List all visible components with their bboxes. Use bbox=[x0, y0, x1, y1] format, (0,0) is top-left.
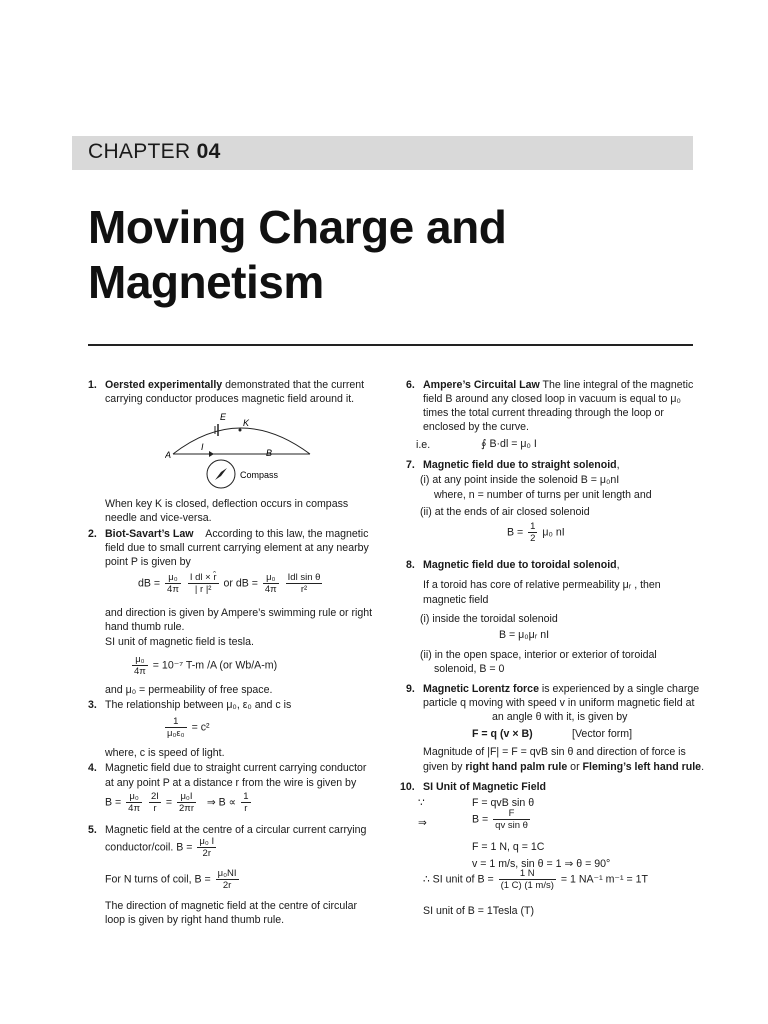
label-e: E bbox=[220, 412, 227, 422]
item-1-line-2: carrying conductor produces magnetic field around it. bbox=[105, 393, 355, 405]
item-3-number: 3. bbox=[88, 699, 97, 711]
item-2-si-unit: SI unit of magnetic field is tesla. bbox=[105, 636, 254, 648]
solenoid-end-equation: B = $\frac{1}{2}$ μ₀ nI bbox=[507, 521, 565, 544]
circular-coil-equation: conductor/coil. B = $\frac{\text{μ₀ I}}{2r}$ bbox=[105, 836, 215, 859]
eq-frac-4: $\frac{\text{Idl sin θ}}{\text{r²}}$ bbox=[287, 572, 321, 595]
eq-or: or dB = bbox=[223, 577, 258, 590]
c-frac: $\frac{1}{\text{μ₀ε₀}}$ bbox=[167, 716, 185, 739]
item-9-line-3: an angle θ with it, is given by bbox=[492, 711, 628, 723]
item-1-heading: Oersted experimentally bbox=[105, 379, 223, 391]
item-8-case-2-equation: solenoid, B = 0 bbox=[434, 663, 505, 675]
item-6-line-3: times the total current threading through the loop or bbox=[423, 407, 664, 419]
chapter-banner bbox=[72, 136, 693, 170]
item-10-number: 10. bbox=[400, 781, 415, 793]
item-2-direction-2: hand thumb rule. bbox=[105, 621, 185, 633]
eq-frac-3: $\frac{\text{μ₀}}{4\pi}$ bbox=[264, 572, 277, 595]
item-8-case-1-equation: B = μ₀μᵣ nI bbox=[499, 629, 550, 641]
si-eq-6: SI unit of B = 1Tesla (T) bbox=[423, 905, 534, 917]
ampere-law-equation: ∮ B·dl = μ₀ I bbox=[481, 438, 537, 450]
label-b: B bbox=[266, 448, 273, 458]
biot-savart-equation bbox=[138, 572, 324, 595]
item-3-where: where, c is speed of light. bbox=[105, 747, 225, 759]
title-line-2: Magnetism bbox=[88, 256, 324, 308]
item-6-ie: i.e. bbox=[416, 439, 431, 451]
vector-form-label: [Vector form] bbox=[572, 728, 633, 740]
item-8-heading: Magnetic field due to toroidal solenoid bbox=[423, 559, 617, 571]
item-1-number: 1. bbox=[88, 379, 97, 391]
si-eq-1: F = qvB sin θ bbox=[472, 797, 535, 809]
item-8-case-2: (ii) in the open space, interior or exterior of toroidal bbox=[420, 649, 657, 661]
mu-frac: $\frac{\text{μ₀}}{4\pi}$ bbox=[134, 654, 146, 677]
title-line-1: Moving Charge and bbox=[88, 201, 507, 253]
item-9-heading: Magnetic Lorentz force bbox=[423, 683, 539, 695]
item-6-line-4: enclosed by the curve. bbox=[423, 421, 529, 433]
label-compass: Compass bbox=[240, 470, 279, 480]
item-9-rules: given by right hand palm rule or Fleming’s left hand rule. bbox=[423, 761, 705, 773]
item-6-text: The line integral of the magnetic bbox=[539, 379, 694, 391]
item-8-line-1: If a toroid has core of relative permeability μᵣ , then bbox=[423, 579, 661, 591]
item-8-line-2: magnetic field bbox=[423, 594, 489, 606]
chapter-label bbox=[88, 140, 221, 164]
item-2-permeability: and μ₀ = permeability of free space. bbox=[105, 684, 273, 696]
implies-symbol: ⇒ bbox=[418, 817, 427, 829]
item-6-line-1 bbox=[423, 378, 693, 392]
label-k: K bbox=[243, 418, 250, 428]
item-4-number: 4. bbox=[88, 762, 97, 774]
current-arrowhead bbox=[209, 451, 214, 457]
si-eq-2: B = $\frac{F}{\text{qv sin θ}}$ bbox=[472, 808, 528, 831]
eq-lhs: dB = bbox=[138, 577, 161, 590]
mu-value-equation bbox=[130, 654, 277, 677]
conductor-arc bbox=[173, 428, 310, 454]
item-9-line-2: particle q moving with speed v in uniform magnetic field at bbox=[423, 697, 695, 709]
compass-needle-icon bbox=[215, 468, 227, 480]
item-7-heading: Magnetic field due to straight solenoid bbox=[423, 459, 617, 471]
item-6-line-2: field B around any closed loop in vacuum is equal to μ₀ bbox=[423, 393, 681, 405]
item-1-text: demonstrated that the current bbox=[222, 379, 365, 391]
item-7-case-2: (ii) at the ends of air closed solenoid bbox=[420, 506, 590, 518]
item-5-line-1: Magnetic field at the centre of a circular current carrying bbox=[105, 824, 367, 836]
item-9-number: 9. bbox=[406, 683, 415, 695]
chapter-number: 04 bbox=[196, 140, 221, 163]
item-1-para-2: needle and vice-versa. bbox=[105, 512, 212, 524]
item-5-number: 5. bbox=[88, 824, 97, 836]
label-a: A bbox=[165, 450, 172, 460]
straight-conductor-equation: B = $\frac{\text{μ₀}}{4\pi}$ $\frac{2I}{r}$ = $\frac{\text{μ₀I}}{2\pi r}$ ⇒ B ∝ $\frac{1}{r}$ bbox=[105, 791, 249, 814]
key-contact bbox=[239, 429, 242, 432]
because-symbol: ∵ bbox=[418, 797, 425, 809]
item-3-line-1: The relationship between μ₀, ε₀ and c is bbox=[105, 699, 292, 711]
item-8-heading-line: Magnetic field due to toroidal solenoid, bbox=[423, 559, 620, 571]
item-10-heading: SI Unit of Magnetic Field bbox=[423, 781, 547, 793]
title-divider bbox=[88, 344, 693, 346]
item-9-text: is experienced by a single charge bbox=[538, 683, 700, 695]
item-4-line-1: Magnetic field due to straight current carrying conductor bbox=[105, 762, 367, 774]
item-2-direction-1: and direction is given by Ampere’s swimming rule or right bbox=[105, 607, 373, 619]
page-title bbox=[88, 200, 688, 310]
item-5-para-2: loop is given by right hand thumb rule. bbox=[105, 914, 285, 926]
c-value: = c² bbox=[191, 721, 210, 734]
item-1-line-1 bbox=[105, 378, 364, 392]
item-2-heading: Biot-Savart’s Law bbox=[105, 528, 194, 540]
oersted-diagram bbox=[165, 408, 325, 496]
item-1-para-1: When key K is closed, deflection occurs in compass bbox=[105, 498, 349, 510]
si-eq-4: v = 1 m/s, sin θ = 1 ⇒ θ = 90° bbox=[472, 858, 611, 870]
speed-of-light-equation bbox=[163, 716, 210, 739]
item-5-para-1: The direction of magnetic field at the centre of circular bbox=[105, 900, 358, 912]
item-7-case-1: (i) at any point inside the solenoid B = μ₀nI bbox=[420, 474, 620, 486]
item-9-line-1 bbox=[423, 682, 699, 696]
item-9-magnitude: Magnitude of |F| = F = qvB sin θ and direction of force is bbox=[423, 746, 686, 758]
item-4-line-2: at any point P at a distance r from the wire is given by bbox=[105, 777, 357, 789]
chapter-prefix: CHAPTER bbox=[88, 140, 191, 163]
item-8-number: 8. bbox=[406, 559, 415, 571]
item-7-heading-line: Magnetic field due to straight solenoid, bbox=[423, 459, 620, 471]
item-2-line-3: point P is given by bbox=[105, 556, 191, 568]
item-2-line-2: field due to small current carrying element at any nearby bbox=[105, 542, 369, 554]
eq-frac-2: $\frac{\text{I dl × r̂}}{\text{| r |²}}$ bbox=[189, 572, 217, 595]
n-turns-equation: For N turns of coil, B = $\frac{\text{μ₀NI}}{2r}$ bbox=[105, 868, 237, 891]
lorentz-force-equation: F = q (v × B) bbox=[472, 728, 533, 740]
item-6-heading: Ampere’s Circuital Law bbox=[423, 379, 540, 391]
label-i: I bbox=[201, 442, 204, 452]
item-7-number: 7. bbox=[406, 459, 415, 471]
item-2-text: According to this law, the magnetic bbox=[205, 528, 369, 540]
item-2-line-1 bbox=[105, 527, 368, 541]
item-6-number: 6. bbox=[406, 379, 415, 391]
mu-value: = 10⁻⁷ T-m /A (or Wb/A-m) bbox=[152, 659, 278, 672]
item-2-number: 2. bbox=[88, 528, 97, 540]
si-eq-3: F = 1 N, q = 1C bbox=[472, 841, 545, 853]
eq-frac-1: $\frac{\text{μ₀}}{4\pi}$ bbox=[167, 572, 179, 595]
item-7-case-1-where: where, n = number of turns per unit length and bbox=[434, 489, 652, 501]
item-8-case-1: (i) inside the toroidal solenoid bbox=[420, 613, 558, 625]
si-eq-5: ∴ SI unit of B = $\frac{1 N}{(1 C) (1 m/s)}$ = 1 NA⁻¹ m⁻¹ = 1T bbox=[423, 868, 648, 891]
